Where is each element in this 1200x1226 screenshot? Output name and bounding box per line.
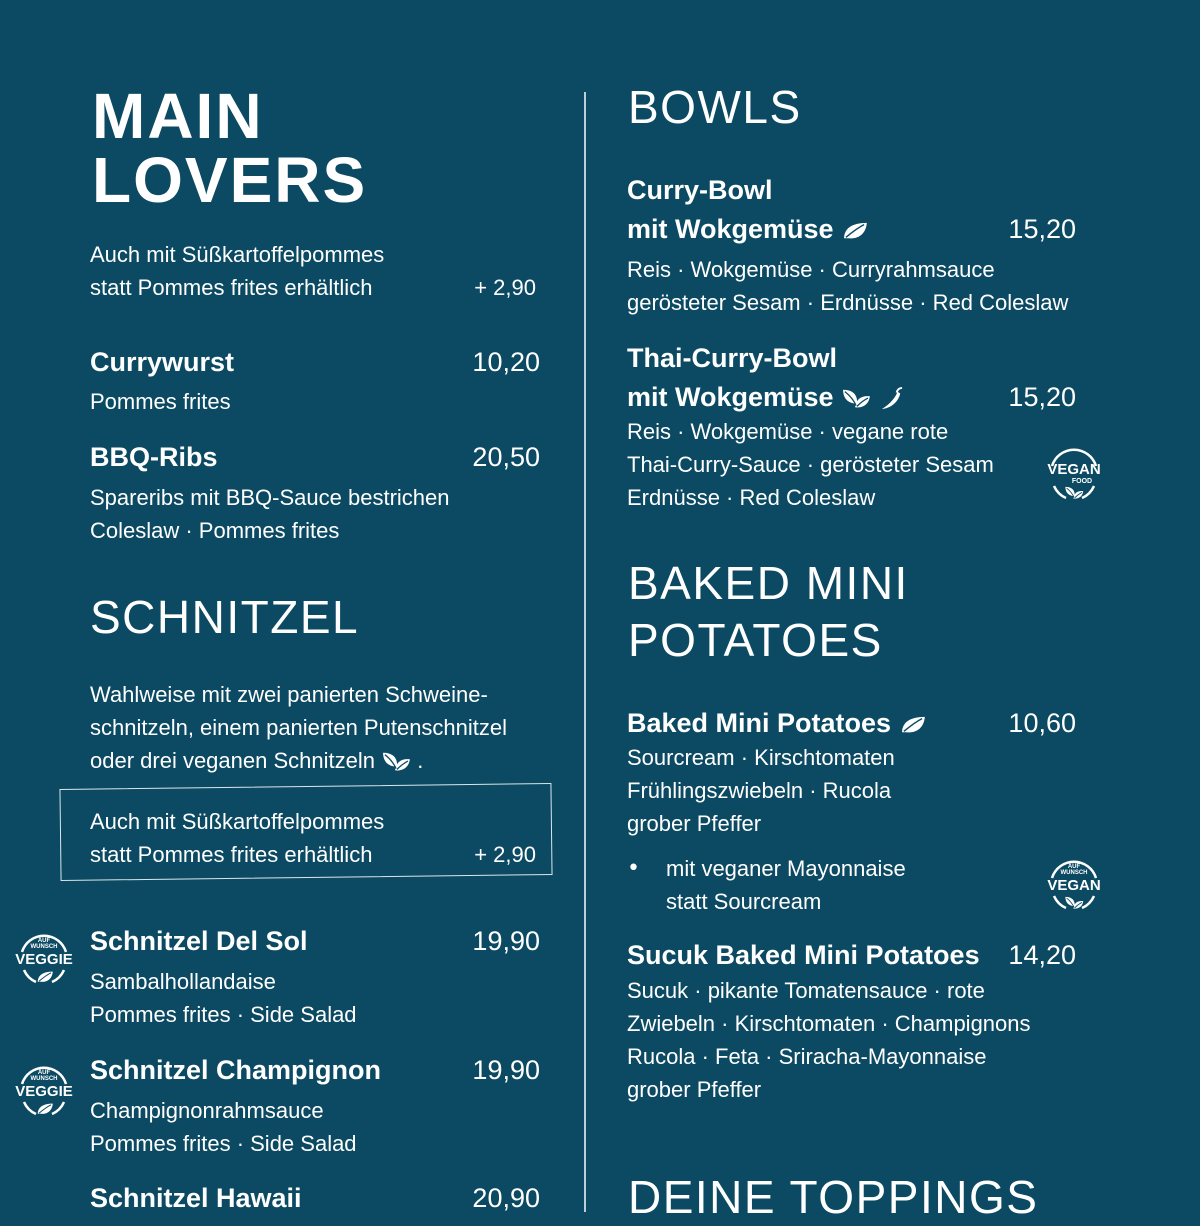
baked-mini-potatoes-desc-line1: Sourcream · Kirschtomaten — [627, 745, 895, 770]
baked-title-line1: BAKED MINI — [628, 557, 909, 609]
svg-text:VEGAN: VEGAN — [1047, 461, 1101, 478]
sucuk-baked-desc-line3: Rucola · Feta · Sriracha-Mayonnaise — [627, 1044, 987, 1069]
baked-title-line2: POTATOES — [628, 614, 883, 666]
option-bullet: • — [627, 856, 640, 881]
currywurst-price: 10,20 — [472, 347, 540, 377]
baked-mini-potatoes-desc-line3: grober Pfeffer — [627, 811, 762, 836]
schnitzel-champignon-desc-line1: Champignonrahmsauce — [90, 1098, 324, 1123]
svg-text:VEGAN: VEGAN — [1047, 877, 1101, 894]
schnitzel-hawaii-name: Schnitzel Hawaii — [90, 1183, 302, 1213]
schnitzel-del-sol-name: Schnitzel Del Sol — [90, 926, 308, 956]
svg-text:WUNSCH: WUNSCH — [1060, 870, 1088, 876]
column-divider — [584, 92, 586, 1212]
baked-option-line2: statt Sourcream — [666, 889, 822, 914]
main-lovers-title-line1: MAIN — [92, 80, 264, 152]
sucuk-baked-price: 14,20 — [1008, 940, 1076, 970]
thai-curry-bowl-desc-line3: Erdnüsse · Red Coleslaw — [627, 485, 876, 510]
svg-text:VEGGIE: VEGGIE — [15, 951, 73, 968]
curry-bowl-name-line1: Curry-Bowl — [627, 175, 773, 205]
schnitzel-intro-line3-text: oder drei veganen Schnitzeln — [90, 748, 375, 773]
curry-bowl-price: 15,20 — [1008, 214, 1076, 244]
schnitzel-champignon-name: Schnitzel Champignon — [90, 1055, 382, 1085]
svg-text:AUF: AUF — [37, 938, 51, 944]
svg-text:VEGGIE: VEGGIE — [15, 1083, 73, 1100]
schnitzel-hawaii-price: 20,90 — [472, 1183, 540, 1213]
chili-icon — [879, 387, 903, 411]
bbq-ribs-name: BBQ-Ribs — [90, 442, 218, 472]
thai-curry-bowl-desc-line1: Reis · Wokgemüse · vegane rote — [627, 419, 949, 444]
schnitzel-del-sol-desc-line2: Pommes frites · Side Salad — [90, 1002, 357, 1027]
double-leaf-icon — [841, 387, 871, 411]
baked-mini-potatoes-desc-line2: Frühlingszwiebeln · Rucola — [627, 778, 892, 803]
curry-bowl-name-line2 — [627, 209, 869, 249]
curry-bowl-desc-line1: Reis · Wokgemüse · Curryrahmsauce — [627, 257, 995, 282]
schnitzel-intro-line3-end: . — [417, 748, 424, 773]
bbq-ribs-desc-line1: Spareribs mit BBQ-Sauce bestrichen — [90, 485, 450, 510]
thai-curry-bowl-desc-line2: Thai-Curry-Sauce · gerösteter Sesam — [627, 452, 994, 477]
thai-curry-bowl-name-line2-text: mit Wokgemüse — [627, 382, 834, 412]
bowls-title: BOWLS — [628, 81, 802, 133]
schnitzel-del-sol-price: 19,90 — [472, 926, 540, 956]
bbq-ribs-desc-line2: Coleslaw · Pommes frites — [90, 518, 340, 543]
main-lovers-note-line2: statt Pommes frites erhältlich — [90, 275, 373, 300]
schnitzel-champignon-price: 19,90 — [472, 1055, 540, 1085]
schnitzel-intro-line3 — [90, 744, 423, 777]
baked-mini-potatoes-name — [627, 703, 927, 743]
vegan-food-badge-icon — [1042, 442, 1106, 506]
veggie-badge-icon — [12, 926, 76, 990]
sucuk-baked-name: Sucuk Baked Mini Potatoes — [627, 940, 980, 970]
schnitzel-title: SCHNITZEL — [90, 591, 360, 643]
svg-text:AUF: AUF — [1067, 864, 1081, 870]
schnitzel-del-sol-desc-line1: Sambalhollandaise — [90, 969, 276, 994]
schnitzel-champignon-desc-line2: Pommes frites · Side Salad — [90, 1131, 357, 1156]
currywurst-desc: Pommes frites — [90, 389, 231, 414]
currywurst-name: Currywurst — [90, 347, 235, 377]
thai-curry-bowl-name-line2 — [627, 377, 903, 417]
baked-mini-potatoes-name-text: Baked Mini Potatoes — [627, 708, 892, 738]
schnitzel-note-price: + 2,90 — [474, 842, 536, 867]
leaf-icon — [841, 221, 869, 241]
toppings-title: DEINE TOPPINGS — [628, 1171, 1039, 1223]
svg-text:FOOD: FOOD — [1071, 478, 1093, 485]
veggie-badge-icon — [12, 1058, 76, 1122]
schnitzel-intro-line1: Wahlweise mit zwei panierten Schweine- — [90, 682, 488, 707]
baked-option-line1: mit veganer Mayonnaise — [666, 856, 906, 881]
schnitzel-note-line2: statt Pommes frites erhältlich — [90, 842, 373, 867]
curry-bowl-name-line2-text: mit Wokgemüse — [627, 214, 834, 244]
thai-curry-bowl-name-line1: Thai-Curry-Bowl — [627, 343, 838, 373]
leaf-icon — [899, 715, 927, 735]
sucuk-baked-desc-line4: grober Pfeffer — [627, 1077, 762, 1102]
main-lovers-title-line2: LOVERS — [92, 144, 368, 216]
schnitzel-intro-line2: schnitzeln, einem panierten Putenschnitzel — [90, 715, 508, 740]
main-lovers-note-line1: Auch mit Süßkartoffelpommes — [90, 242, 385, 267]
bbq-ribs-price: 20,50 — [472, 442, 540, 472]
svg-text:AUF: AUF — [37, 1070, 51, 1076]
sucuk-baked-desc-line1: Sucuk · pikante Tomatensauce · rote — [627, 978, 985, 1003]
sucuk-baked-desc-line2: Zwiebeln · Kirschtomaten · Champignons — [627, 1011, 1031, 1036]
curry-bowl-desc-line2: gerösteter Sesam · Erdnüsse · Red Coleslaw — [627, 290, 1069, 315]
baked-mini-potatoes-price: 10,60 — [1008, 708, 1076, 738]
vegan-badge-icon — [1042, 852, 1106, 916]
svg-text:WUNSCH: WUNSCH — [30, 1076, 58, 1082]
thai-curry-bowl-price: 15,20 — [1008, 382, 1076, 412]
schnitzel-note-line1: Auch mit Süßkartoffelpommes — [90, 809, 385, 834]
svg-text:WUNSCH: WUNSCH — [30, 944, 58, 950]
main-lovers-note-price: + 2,90 — [474, 275, 536, 300]
double-leaf-icon — [381, 750, 411, 774]
